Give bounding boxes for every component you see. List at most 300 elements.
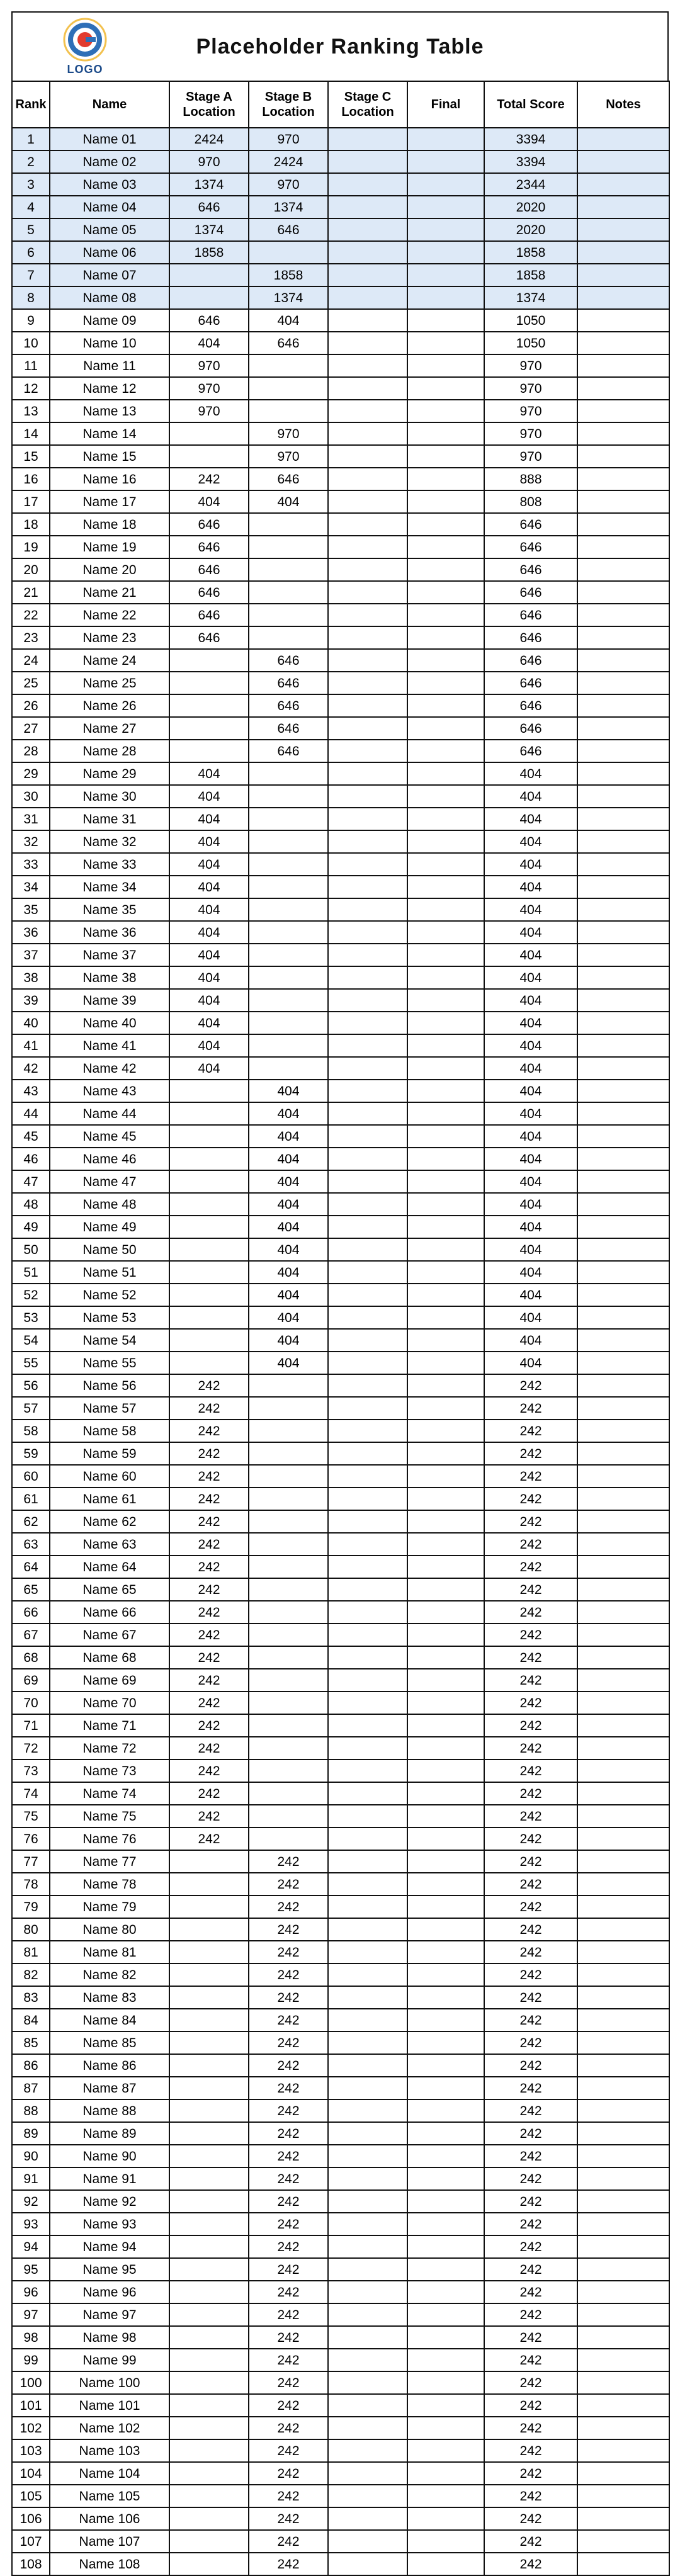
cell-stage-2: 242: [249, 2485, 328, 2507]
cell-final: [407, 2077, 484, 2099]
cell-stage-3: [328, 309, 407, 332]
cell-stage-2: 242: [249, 1918, 328, 1941]
cell-note: [577, 2213, 669, 2235]
cell-name: Name 02: [50, 150, 169, 173]
cell-final: [407, 1646, 484, 1669]
cell-note: [577, 1760, 669, 1782]
cell-stage-1: 242: [169, 1692, 249, 1714]
cell-total: 242: [484, 2371, 577, 2394]
cell-stage-3: [328, 1170, 407, 1193]
cell-name: Name 97: [50, 2303, 169, 2326]
cell-final: [407, 377, 484, 400]
cell-note: [577, 536, 669, 558]
cell-stage-2: [249, 1420, 328, 1442]
cell-name: Name 69: [50, 1669, 169, 1692]
cell-name: Name 50: [50, 1238, 169, 1261]
cell-name: Name 63: [50, 1533, 169, 1556]
cell-total: 646: [484, 581, 577, 604]
cell-note: [577, 1238, 669, 1261]
cell-stage-1: 242: [169, 1624, 249, 1646]
cell-stage-3: [328, 1782, 407, 1805]
cell-stage-2: [249, 785, 328, 808]
cell-total: 970: [484, 377, 577, 400]
cell-rank: 38: [12, 966, 50, 989]
table-row: [12, 1918, 669, 1941]
table-row: [12, 128, 669, 150]
cell-total: 242: [484, 2417, 577, 2439]
cell-stage-2: 242: [249, 1895, 328, 1918]
cell-name: Name 11: [50, 354, 169, 377]
cell-stage-3: [328, 241, 407, 264]
cell-stage-1: [169, 1329, 249, 1352]
cell-name: Name 18: [50, 513, 169, 536]
cell-stage-3: [328, 2507, 407, 2530]
table-row: [12, 286, 669, 309]
cell-note: [577, 196, 669, 218]
cell-rank: 86: [12, 2054, 50, 2077]
cell-note: [577, 1102, 669, 1125]
table-row: [12, 196, 669, 218]
cell-stage-3: [328, 1284, 407, 1306]
col-header-stage-2-label: Stage B Location: [262, 90, 315, 119]
cell-stage-2: 404: [249, 1193, 328, 1216]
cell-stage-3: [328, 604, 407, 626]
cell-rank: 92: [12, 2190, 50, 2213]
cell-note: [577, 1737, 669, 1760]
cell-stage-2: [249, 1692, 328, 1714]
cell-final: [407, 2507, 484, 2530]
cell-stage-2: 646: [249, 649, 328, 672]
table-body: [12, 128, 669, 2575]
cell-stage-1: 646: [169, 513, 249, 536]
cell-final: [407, 354, 484, 377]
cell-note: [577, 1669, 669, 1692]
cell-final: [407, 2326, 484, 2349]
cell-note: [577, 128, 669, 150]
col-header-total: Total Score: [484, 81, 577, 128]
cell-total: 242: [484, 1578, 577, 1601]
col-header-note: Notes: [577, 81, 669, 128]
cell-final: [407, 717, 484, 740]
cell-note: [577, 876, 669, 898]
cell-total: 646: [484, 717, 577, 740]
cell-stage-2: 242: [249, 2258, 328, 2281]
cell-stage-3: [328, 2371, 407, 2394]
cell-rank: 34: [12, 876, 50, 898]
cell-stage-2: 646: [249, 694, 328, 717]
cell-rank: 19: [12, 536, 50, 558]
cell-stage-3: [328, 2326, 407, 2349]
cell-final: [407, 740, 484, 762]
cell-name: Name 78: [50, 1873, 169, 1895]
cell-stage-1: 404: [169, 853, 249, 876]
cell-stage-2: [249, 1488, 328, 1510]
cell-total: 646: [484, 649, 577, 672]
cell-stage-2: 242: [249, 2009, 328, 2031]
cell-name: Name 42: [50, 1057, 169, 1080]
cell-final: [407, 1963, 484, 1986]
table-row: [12, 2054, 669, 2077]
table-row: [12, 1397, 669, 1420]
cell-rank: 24: [12, 649, 50, 672]
table-row: [12, 1510, 669, 1533]
cell-note: [577, 1963, 669, 1986]
cell-note: [577, 1488, 669, 1510]
cell-rank: 67: [12, 1624, 50, 1646]
cell-rank: 45: [12, 1125, 50, 1148]
cell-stage-3: [328, 1760, 407, 1782]
table-row: [12, 1963, 669, 1986]
cell-name: Name 33: [50, 853, 169, 876]
cell-note: [577, 2485, 669, 2507]
cell-name: Name 102: [50, 2417, 169, 2439]
cell-stage-2: 242: [249, 2394, 328, 2417]
cell-name: Name 21: [50, 581, 169, 604]
cell-total: 242: [484, 1963, 577, 1986]
cell-name: Name 24: [50, 649, 169, 672]
cell-final: [407, 1306, 484, 1329]
table-row: [12, 1488, 669, 1510]
cell-stage-1: 404: [169, 944, 249, 966]
cell-final: [407, 1805, 484, 1827]
table-row: [12, 694, 669, 717]
cell-stage-3: [328, 422, 407, 445]
table-row: [12, 2485, 669, 2507]
cell-stage-3: [328, 1510, 407, 1533]
cell-note: [577, 1397, 669, 1420]
cell-name: Name 29: [50, 762, 169, 785]
cell-stage-2: [249, 1669, 328, 1692]
cell-final: [407, 921, 484, 944]
cell-note: [577, 2507, 669, 2530]
cell-rank: 76: [12, 1827, 50, 1850]
table-row: [12, 2009, 669, 2031]
table-row: [12, 2213, 669, 2235]
cell-stage-3: [328, 2145, 407, 2167]
cell-final: [407, 2054, 484, 2077]
cell-final: [407, 1352, 484, 1374]
cell-stage-3: [328, 1941, 407, 1963]
cell-rank: 97: [12, 2303, 50, 2326]
cell-name: Name 100: [50, 2371, 169, 2394]
cell-total: 242: [484, 1737, 577, 1760]
cell-rank: 82: [12, 1963, 50, 1986]
table-row: [12, 898, 669, 921]
cell-final: [407, 966, 484, 989]
cell-rank: 13: [12, 400, 50, 422]
cell-note: [577, 740, 669, 762]
cell-total: 404: [484, 853, 577, 876]
cell-rank: 10: [12, 332, 50, 354]
table-row: [12, 1669, 669, 1692]
cell-name: Name 31: [50, 808, 169, 830]
cell-stage-3: [328, 286, 407, 309]
table-row: [12, 1080, 669, 1102]
cell-final: [407, 1261, 484, 1284]
cell-final: [407, 1080, 484, 1102]
cell-total: 242: [484, 1918, 577, 1941]
cell-rank: 108: [12, 2553, 50, 2575]
cell-stage-3: [328, 264, 407, 286]
cell-stage-3: [328, 1646, 407, 1669]
cell-total: 242: [484, 1714, 577, 1737]
cell-stage-1: [169, 2439, 249, 2462]
cell-name: Name 45: [50, 1125, 169, 1148]
cell-name: Name 106: [50, 2507, 169, 2530]
cell-note: [577, 989, 669, 1012]
cell-stage-1: [169, 2054, 249, 2077]
cell-stage-2: [249, 1646, 328, 1669]
cell-name: Name 107: [50, 2530, 169, 2553]
cell-rank: 93: [12, 2213, 50, 2235]
cell-total: 242: [484, 1488, 577, 1510]
cell-total: 242: [484, 1692, 577, 1714]
cell-stage-1: [169, 2031, 249, 2054]
table-row: [12, 1442, 669, 1465]
cell-stage-1: [169, 2235, 249, 2258]
cell-name: Name 47: [50, 1170, 169, 1193]
cell-rank: 75: [12, 1805, 50, 1827]
cell-note: [577, 2417, 669, 2439]
cell-stage-2: [249, 581, 328, 604]
table-row: [12, 2394, 669, 2417]
cell-stage-2: 242: [249, 2213, 328, 2235]
cell-total: 242: [484, 1510, 577, 1533]
cell-final: [407, 2258, 484, 2281]
cell-final: [407, 581, 484, 604]
cell-final: [407, 1012, 484, 1034]
cell-rank: 9: [12, 309, 50, 332]
cell-final: [407, 1102, 484, 1125]
cell-stage-2: 404: [249, 1329, 328, 1352]
cell-stage-3: [328, 400, 407, 422]
cell-total: 242: [484, 1850, 577, 1873]
cell-final: [407, 2439, 484, 2462]
cell-stage-2: [249, 1578, 328, 1601]
cell-stage-3: [328, 581, 407, 604]
cell-stage-3: [328, 1148, 407, 1170]
cell-note: [577, 830, 669, 853]
cell-rank: 69: [12, 1669, 50, 1692]
table-row: [12, 830, 669, 853]
cell-stage-1: 404: [169, 1012, 249, 1034]
cell-final: [407, 1737, 484, 1760]
cell-stage-3: [328, 944, 407, 966]
cell-stage-1: 242: [169, 1827, 249, 1850]
cell-note: [577, 1601, 669, 1624]
cell-stage-2: [249, 1805, 328, 1827]
cell-name: Name 09: [50, 309, 169, 332]
cell-stage-2: 242: [249, 2235, 328, 2258]
cell-stage-2: 242: [249, 1850, 328, 1873]
cell-stage-1: [169, 1306, 249, 1329]
cell-name: Name 87: [50, 2077, 169, 2099]
cell-rank: 14: [12, 422, 50, 445]
table-row: [12, 1873, 669, 1895]
cell-stage-2: 404: [249, 1352, 328, 1374]
cell-stage-3: [328, 740, 407, 762]
cell-stage-1: [169, 2371, 249, 2394]
cell-stage-1: [169, 1873, 249, 1895]
cell-final: [407, 1442, 484, 1465]
cell-stage-1: 242: [169, 1646, 249, 1669]
cell-stage-3: [328, 1306, 407, 1329]
cell-final: [407, 1760, 484, 1782]
cell-note: [577, 241, 669, 264]
cell-stage-1: 404: [169, 332, 249, 354]
cell-stage-2: 242: [249, 2167, 328, 2190]
cell-note: [577, 1374, 669, 1397]
col-header-stage-1: [169, 81, 249, 128]
cell-stage-2: 646: [249, 672, 328, 694]
cell-final: [407, 1125, 484, 1148]
cell-total: 242: [484, 2349, 577, 2371]
cell-stage-3: [328, 173, 407, 196]
cell-stage-2: [249, 921, 328, 944]
cell-total: 2020: [484, 196, 577, 218]
cell-stage-2: 242: [249, 2190, 328, 2213]
cell-stage-3: [328, 1465, 407, 1488]
table-row: [12, 1284, 669, 1306]
cell-stage-1: [169, 2462, 249, 2485]
cell-rank: 87: [12, 2077, 50, 2099]
col-header-stage-3-label: Stage C Location: [341, 90, 394, 119]
cell-stage-2: [249, 1737, 328, 1760]
cell-stage-3: [328, 2167, 407, 2190]
cell-stage-2: 1374: [249, 286, 328, 309]
cell-total: 404: [484, 921, 577, 944]
cell-note: [577, 1125, 669, 1148]
table-row: [12, 2190, 669, 2213]
cell-stage-3: [328, 921, 407, 944]
cell-stage-2: 242: [249, 2507, 328, 2530]
cell-note: [577, 1692, 669, 1714]
cell-final: [407, 2462, 484, 2485]
table-row: [12, 558, 669, 581]
cell-stage-3: [328, 1238, 407, 1261]
cell-stage-1: 404: [169, 898, 249, 921]
cell-stage-3: [328, 2485, 407, 2507]
cell-stage-3: [328, 490, 407, 513]
cell-total: 970: [484, 422, 577, 445]
table-row: [12, 1261, 669, 1284]
cell-stage-1: [169, 2530, 249, 2553]
cell-final: [407, 1057, 484, 1080]
cell-note: [577, 785, 669, 808]
cell-stage-2: 242: [249, 2553, 328, 2575]
cell-final: [407, 400, 484, 422]
cell-final: [407, 422, 484, 445]
cell-rank: 85: [12, 2031, 50, 2054]
cell-rank: 81: [12, 1941, 50, 1963]
cell-total: 404: [484, 1216, 577, 1238]
cell-stage-3: [328, 2281, 407, 2303]
cell-name: Name 74: [50, 1782, 169, 1805]
cell-name: Name 17: [50, 490, 169, 513]
cell-rank: 104: [12, 2462, 50, 2485]
cell-stage-2: 242: [249, 2099, 328, 2122]
cell-stage-1: 404: [169, 808, 249, 830]
cell-stage-3: [328, 876, 407, 898]
cell-note: [577, 2462, 669, 2485]
cell-total: 404: [484, 1102, 577, 1125]
cell-stage-2: [249, 354, 328, 377]
cell-stage-2: 242: [249, 2530, 328, 2553]
cell-stage-3: [328, 830, 407, 853]
cell-stage-3: [328, 1692, 407, 1714]
cell-stage-1: 242: [169, 1556, 249, 1578]
cell-note: [577, 604, 669, 626]
cell-rank: 68: [12, 1646, 50, 1669]
table-row: [12, 1850, 669, 1873]
cell-stage-1: [169, 1284, 249, 1306]
cell-name: Name 79: [50, 1895, 169, 1918]
cell-stage-1: [169, 2099, 249, 2122]
cell-stage-3: [328, 2077, 407, 2099]
cell-total: 646: [484, 740, 577, 762]
cell-rank: 20: [12, 558, 50, 581]
cell-final: [407, 2213, 484, 2235]
cell-stage-3: [328, 150, 407, 173]
cell-name: Name 28: [50, 740, 169, 762]
cell-name: Name 83: [50, 1986, 169, 2009]
cell-rank: 37: [12, 944, 50, 966]
cell-name: Name 12: [50, 377, 169, 400]
cell-stage-1: 404: [169, 1034, 249, 1057]
cell-final: [407, 558, 484, 581]
cell-final: [407, 694, 484, 717]
cell-stage-3: [328, 468, 407, 490]
cell-total: 242: [484, 2326, 577, 2349]
cell-stage-1: [169, 1941, 249, 1963]
table-row: [12, 2167, 669, 2190]
cell-stage-3: [328, 1986, 407, 2009]
cell-total: 242: [484, 1465, 577, 1488]
cell-total: 1050: [484, 332, 577, 354]
cell-final: [407, 2031, 484, 2054]
col-header-stage-2: [249, 81, 328, 128]
cell-total: 404: [484, 1261, 577, 1284]
cell-stage-2: 1374: [249, 196, 328, 218]
cell-stage-1: [169, 1102, 249, 1125]
cell-stage-2: 646: [249, 468, 328, 490]
cell-stage-2: [249, 1533, 328, 1556]
cell-stage-3: [328, 1034, 407, 1057]
table-row: [12, 1193, 669, 1216]
cell-name: Name 40: [50, 1012, 169, 1034]
cell-rank: 90: [12, 2145, 50, 2167]
cell-final: [407, 853, 484, 876]
cell-note: [577, 354, 669, 377]
cell-name: Name 84: [50, 2009, 169, 2031]
cell-name: Name 105: [50, 2485, 169, 2507]
cell-rank: 31: [12, 808, 50, 830]
cell-final: [407, 944, 484, 966]
cell-total: 2020: [484, 218, 577, 241]
table-row: [12, 1352, 669, 1374]
cell-name: Name 96: [50, 2281, 169, 2303]
cell-stage-3: [328, 966, 407, 989]
cell-final: [407, 1782, 484, 1805]
table-row: [12, 2145, 669, 2167]
cell-final: [407, 2485, 484, 2507]
cell-total: 242: [484, 1873, 577, 1895]
table-row: [12, 1895, 669, 1918]
cell-note: [577, 558, 669, 581]
col-header-final: Final: [407, 81, 484, 128]
cell-total: 404: [484, 1012, 577, 1034]
cell-final: [407, 1941, 484, 1963]
